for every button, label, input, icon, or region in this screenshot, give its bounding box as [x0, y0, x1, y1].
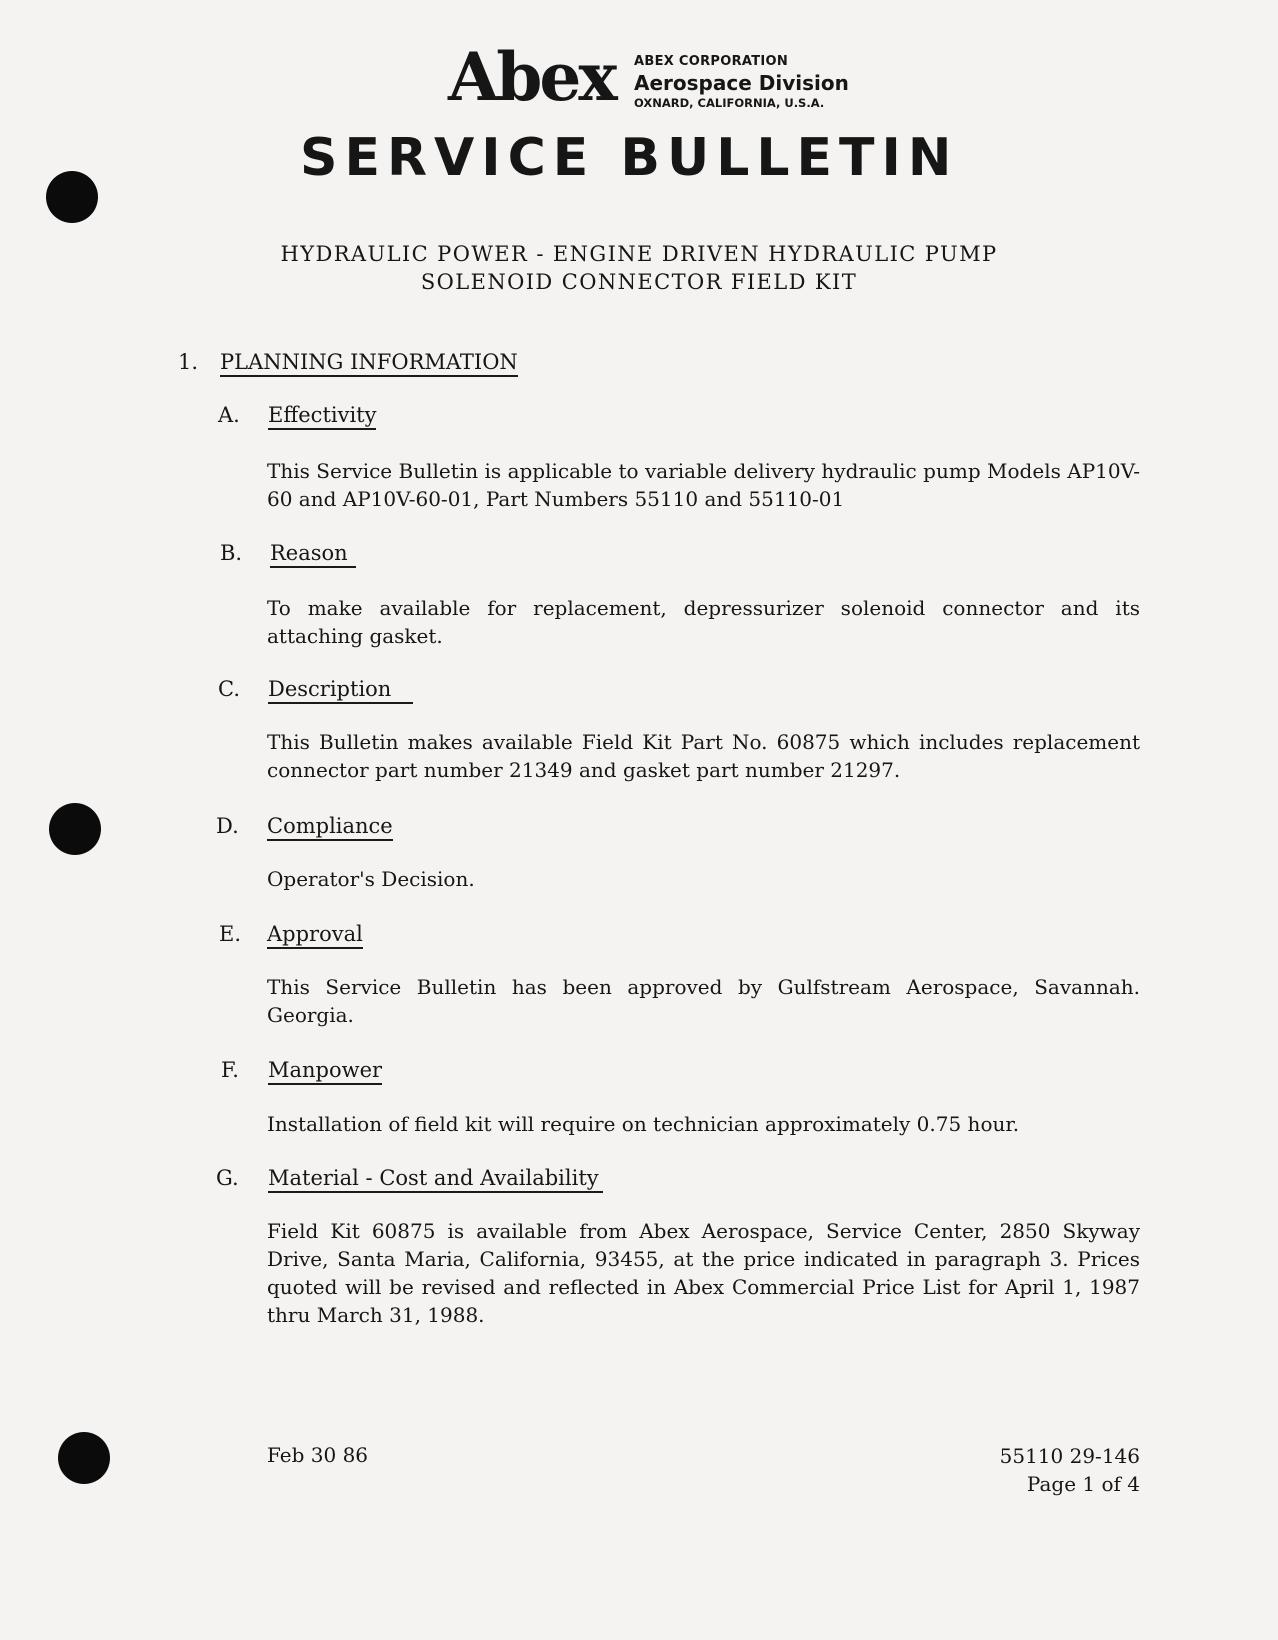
- subtitle-line-1: HYDRAULIC POWER - ENGINE DRIVEN HYDRAULIC PUMP: [280, 242, 998, 266]
- corporation-name: ABEX CORPORATION: [634, 54, 789, 69]
- item-text-description: This Bulletin makes available Field Kit Part No. 60875 which includes replacement connector part number 21349 and gasket part number 21297.: [267, 730, 1140, 782]
- item-title: Approval: [267, 922, 363, 949]
- section-heading: [178, 348, 518, 376]
- division-name: Aerospace Division: [634, 70, 849, 95]
- bulletin-date: Feb 30 86: [267, 1443, 369, 1467]
- item-title: Effectivity: [268, 403, 376, 430]
- item-title: Description: [268, 677, 413, 704]
- subtitle-line-2: SOLENOID CONNECTOR FIELD KIT: [420, 270, 858, 294]
- item-letter: E.: [219, 922, 242, 946]
- item-letter: G.: [216, 1166, 239, 1190]
- item-text-effectivity: This Service Bulletin is applicable to variable delivery hydraulic pump Models AP10V-60 and AP10V-60-01, Part Numbers 55110 and 55110-01: [267, 459, 1140, 511]
- item-text-compliance: Operator's Decision.: [267, 867, 475, 891]
- item-heading-effectivity: [218, 401, 376, 429]
- item-letter: F.: [221, 1058, 239, 1082]
- company-block: [634, 55, 849, 110]
- item-text-material: Field Kit 60875 is available from Abex Aerospace, Service Center, 2850 Skyway Drive, Santa Maria, California, 93455, at the price indicated in paragraph 3. Prices quoted will be revised and reflected in Abex Commercial Price List for April 1, 1987 thru March 31, 1988.: [267, 1219, 1140, 1327]
- company-location: OXNARD, CALIFORNIA, U.S.A.: [634, 95, 825, 110]
- document-number: 55110 29-146: [999, 1444, 1140, 1468]
- item-title: Compliance: [267, 814, 393, 841]
- page-number: Page 1 of 4: [1026, 1472, 1140, 1496]
- binder-hole-bottom: [58, 1432, 110, 1484]
- item-text-manpower: Installation of field kit will require on technician approximately 0.75 hour.: [267, 1112, 1020, 1136]
- item-heading-material: [216, 1164, 603, 1192]
- bulletin-title: SERVICE BULLETIN: [300, 128, 959, 188]
- item-title: Manpower: [268, 1058, 382, 1085]
- item-heading-approval: [219, 920, 363, 948]
- item-letter: A.: [218, 403, 240, 427]
- item-letter: D.: [216, 814, 239, 838]
- item-heading-description: [218, 675, 413, 703]
- binder-hole-middle: [49, 803, 101, 855]
- item-heading-manpower: [221, 1056, 382, 1084]
- item-heading-reason: [220, 539, 356, 567]
- item-text-reason: To make available for replacement, depressurizer solenoid connector and its attaching gasket.: [267, 596, 1140, 648]
- item-heading-compliance: [216, 812, 393, 840]
- section-title: PLANNING INFORMATION: [220, 350, 518, 377]
- item-title: Reason: [270, 541, 356, 568]
- bulletin-subtitle: [180, 240, 1098, 296]
- binder-hole-top: [46, 171, 98, 223]
- item-letter: C.: [218, 677, 240, 701]
- item-letter: B.: [220, 541, 243, 565]
- item-title: Material - Cost and Availability: [268, 1166, 603, 1193]
- footer-reference: [1000, 1442, 1140, 1498]
- section-number: 1.: [178, 350, 199, 374]
- abex-logo: Abex: [448, 38, 615, 116]
- item-text-approval: This Service Bulletin has been approved by Gulfstream Aerospace, Savannah. Georgia.: [267, 975, 1140, 1027]
